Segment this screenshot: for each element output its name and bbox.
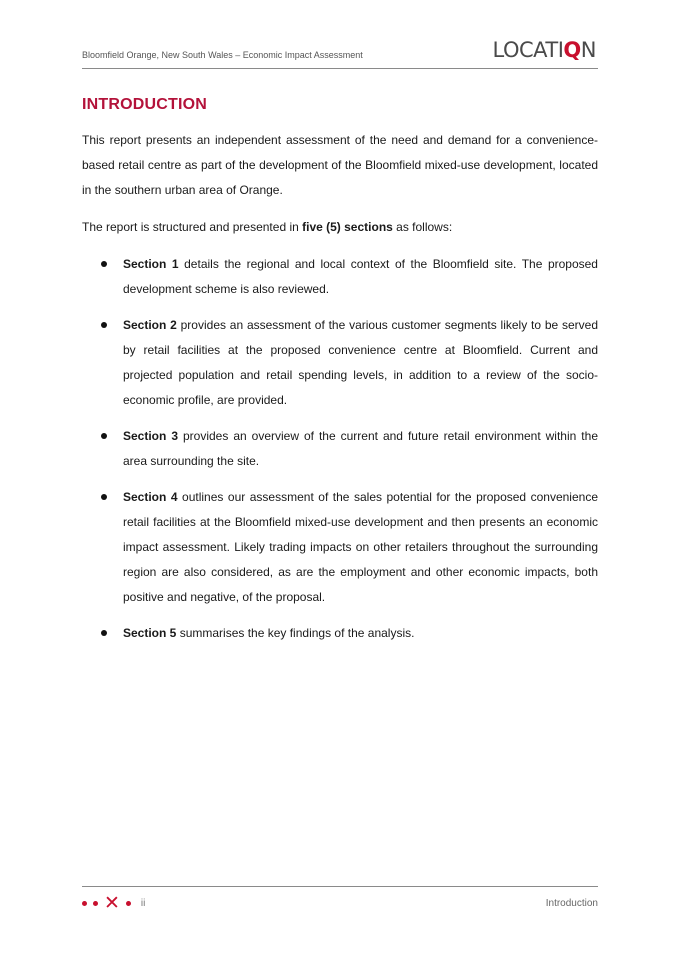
section-label: Section 2: [123, 318, 177, 332]
header-title: Bloomfield Orange, New South Wales – Economic Impact Assessment: [82, 50, 363, 60]
intro-paragraph: This report presents an independent assessment of the need and demand for a convenience-based retail centre as part of the development of the Bloomfield mixed-use development, located in the southern urban area of Orange.: [82, 133, 598, 197]
page-header: [82, 36, 598, 69]
section-text: details the regional and local context of the Bloomfield site. The proposed development scheme is also reviewed.: [123, 257, 598, 296]
section-text: summarises the key findings of the analysis.: [176, 626, 415, 640]
page-footer: [82, 886, 598, 917]
logo-text-part1: LOCATI: [492, 38, 564, 62]
section-label: Section 1: [123, 257, 179, 271]
page-title: INTRODUCTION: [82, 96, 208, 113]
sections-list: [82, 252, 598, 646]
section-label: Section 3: [123, 429, 178, 443]
section-label: Section 4: [123, 490, 178, 504]
structure-text-bold: five (5) sections: [302, 220, 393, 234]
list-item: [82, 621, 598, 646]
location-iq-logo: [493, 38, 596, 62]
dot-icon: [82, 901, 87, 906]
list-item: [82, 313, 598, 413]
bullet-icon: [101, 494, 107, 500]
main-content: [82, 96, 598, 657]
dot-icon: [126, 901, 131, 906]
list-item: [82, 252, 598, 302]
list-item: [82, 424, 598, 474]
logo-text-part2: Q: [563, 38, 581, 62]
footer-section-label: Introduction: [545, 898, 598, 909]
page-number: ii: [140, 897, 146, 909]
structure-paragraph: [82, 215, 598, 240]
dot-x-logo-icon: [82, 892, 146, 914]
bullet-icon: [101, 433, 107, 439]
bullet-icon: [101, 322, 107, 328]
x-icon: ✕: [104, 892, 120, 914]
section-text: provides an overview of the current and future retail environment within the area surrounding the site.: [123, 429, 598, 468]
dot-icon: [93, 901, 98, 906]
list-item: [82, 485, 598, 610]
structure-text-before: The report is structured and presented in: [82, 220, 303, 234]
section-text: provides an assessment of the various customer segments likely to be served by retail facilities at the proposed convenience centre at Bloomfield. Current and projected population and retail spending levels, in addition to a review of the socio-economic profile, are provided.: [123, 318, 598, 407]
structure-text-after: as follows:: [392, 220, 453, 234]
section-text: outlines our assessment of the sales potential for the proposed convenience retail facilities at the Bloomfield mixed-use development and then presents an economic impact assessment. Likely trading impacts on other retailers throughout the surrounding region are also considered, as are the employment and other economic impacts, both positive and negative, of the proposal.: [123, 490, 598, 604]
bullet-icon: [101, 261, 107, 267]
section-label: Section 5: [123, 626, 177, 640]
bullet-icon: [101, 630, 107, 636]
logo-text-part3: N: [580, 38, 596, 62]
